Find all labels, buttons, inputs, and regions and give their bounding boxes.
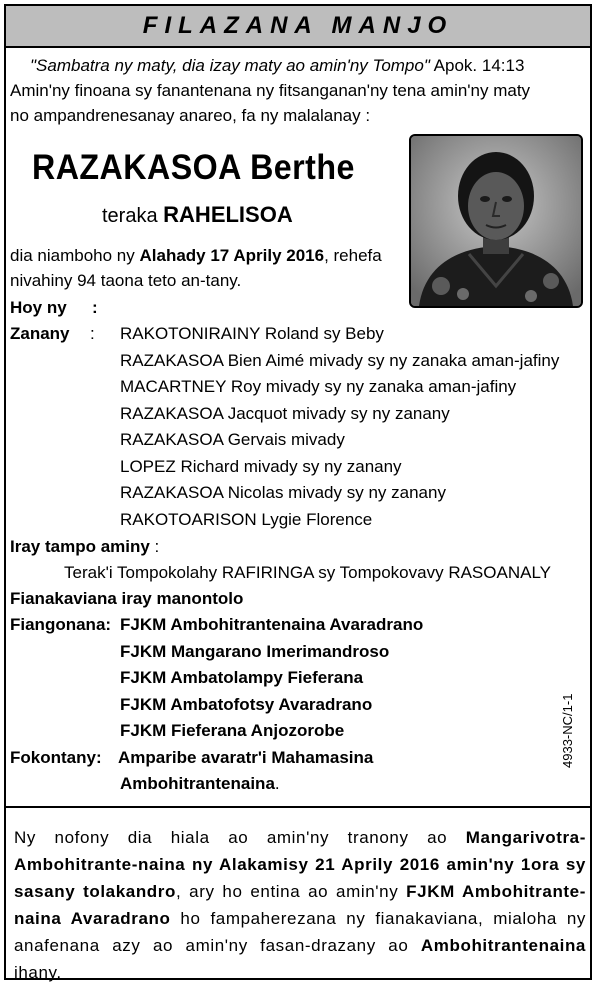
death-date: Alahady 17 Aprily 2016 [139, 246, 325, 265]
funeral-paragraph [14, 824, 586, 986]
death-notice [4, 4, 592, 980]
church-item: FJKM Ambatofotsy Avaradrano [120, 695, 373, 714]
child-item: MACARTNEY Roy mivady sy ny zanaka aman-jafiny [120, 377, 517, 396]
death-line-2: nivahiny 94 taona teto an-tany. [10, 271, 242, 290]
fokontany-line-2 [120, 772, 280, 796]
hoy-label: Hoy ny [10, 298, 67, 317]
funeral-church: FJKM Ambohitrante-naina Avaradrano [14, 882, 587, 928]
verse-ref: Apok. 14:13 [433, 56, 525, 75]
child-item: RAZAKASOA Nicolas mivady sy ny zanany [120, 483, 446, 502]
church-item: FJKM Fieferana Anjozorobe [120, 721, 345, 740]
portrait-photo [409, 134, 583, 308]
verse-line [30, 54, 524, 78]
child-item: LOPEZ Richard mivady sy ny zanany [120, 457, 402, 476]
funeral-text: ho fampaherezana ny fianakaviana, mialoha ny anafenana azy ao amin'ny fasan-drazany ao [14, 909, 586, 955]
deceased-alias [102, 202, 293, 228]
church-item: FJKM Ambohitrantenaina Avaradrano [120, 615, 424, 634]
fokontany-end: . [274, 774, 280, 793]
iray-label: Iray tampo aminy [10, 537, 150, 556]
fokontany-label: Fokontany: [10, 748, 102, 767]
funeral-text: Ny nofony dia hiala ao amin'ny tranony ao [14, 828, 466, 847]
sibling-text: Terak'i Tompokolahy RAFIRINGA sy Tompokovavy RASOANALY [64, 563, 551, 582]
death-text: dia niamboho ny [10, 246, 135, 265]
intro-line-2: no ampandrenesanay anareo, fa ny malalanay : [10, 106, 371, 125]
deceased-name: RAZAKASOA Berthe [32, 148, 355, 187]
fokontany-line-1: Amparibe avaratr'i Mahamasina [118, 748, 374, 767]
notice-header [6, 6, 590, 48]
hoy-colon: : [92, 298, 98, 317]
child-item: RAKOTONIRAINY Roland sy Beby [120, 324, 384, 343]
alias-name: RAHELISOA [163, 202, 293, 227]
notice-title: FILAZANA MANJO [142, 12, 454, 39]
child-item: RAKOTOARISON Lygie Florence [120, 510, 373, 529]
death-text-end: , rehefa [324, 246, 382, 265]
child-item: RAZAKASOA Gervais mivady [120, 430, 345, 449]
iray-tampo-line [10, 535, 159, 559]
funeral-text: , ary ho entina ao amin'ny [176, 882, 407, 901]
section-divider [6, 806, 590, 808]
iray-colon: : [149, 537, 160, 556]
church-item: FJKM Mangarano Imerimandroso [120, 642, 390, 661]
portrait-image [411, 136, 581, 306]
child-item: RAZAKASOA Jacquot mivady sy ny zanany [120, 404, 450, 423]
funeral-burial-place: Ambohitrantenaina [420, 936, 586, 955]
verse-quote: "Sambatra ny maty, dia izay maty ao amin'ny Tompo" [30, 56, 430, 75]
funeral-place-date: Mangarivotra-Ambohitrante-naina ny Alakamisy 21 Aprily 2016 amin'ny 1ora sy sasany tolakandro [14, 828, 586, 901]
intro-line-1: Amin'ny finoana sy fanantenana ny fitsanganan'ny tena amin'ny maty [10, 81, 531, 100]
death-line-1 [10, 244, 382, 268]
zanany-colon: : [90, 324, 95, 343]
alias-prefix: teraka [102, 205, 158, 227]
church-item: FJKM Ambatolampy Fieferana [120, 668, 364, 687]
reference-code: 4933-NC/1-1 [560, 693, 575, 768]
zanany-label: Zanany [10, 324, 70, 343]
fiangonana-label: Fiangonana: [10, 615, 112, 634]
fianakaviana: Fianakaviana iray manontolo [10, 589, 244, 608]
funeral-text: ihany. [14, 963, 62, 982]
fokontany-place: Ambohitrantenaina [120, 774, 275, 793]
child-item: RAZAKASOA Bien Aimé mivady sy ny zanaka aman-jafiny [120, 351, 560, 370]
